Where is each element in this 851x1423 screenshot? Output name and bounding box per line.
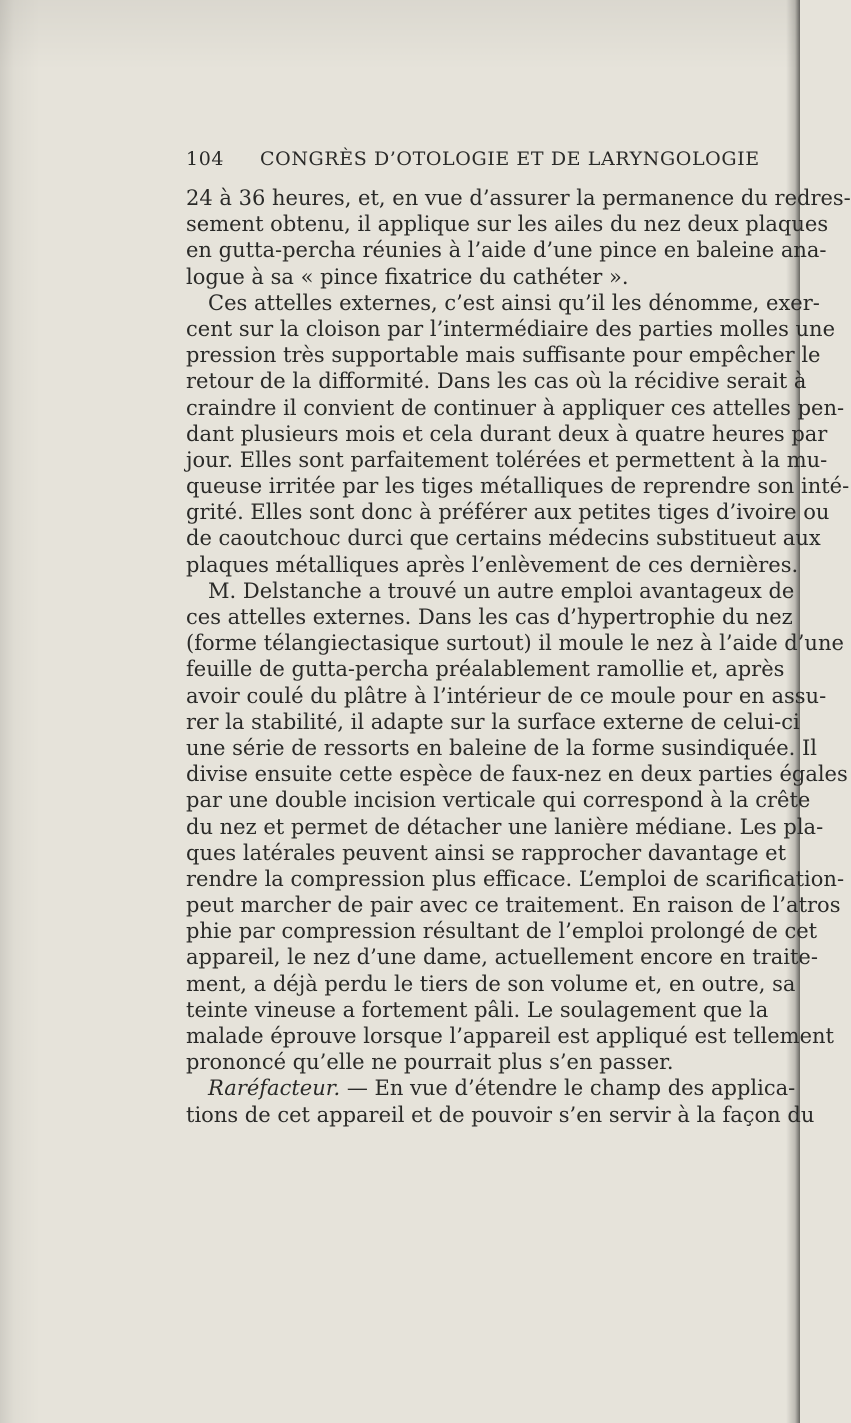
text-line: peut marcher de pair avec ce traitement. En raison de l’atros	[186, 893, 841, 918]
text-line: feuille de gutta-percha préalablement ramollie et, après	[186, 657, 785, 682]
text-line: teinte vineuse a fortement pâli. Le soulagement que la	[186, 997, 769, 1022]
run-in-heading: Raréfacteur.	[208, 1076, 341, 1101]
text-line: par une double incision verticale qui correspond à la crête	[186, 788, 811, 813]
text-line: sement obtenu, il applique sur les ailes du nez deux plaques	[186, 212, 829, 237]
running-head	[186, 148, 764, 176]
text-line: craindre il convient de continuer à appliquer ces attelles pen-	[186, 395, 845, 420]
text-line: 24 à 36 heures, et, en vue d’assurer la permanence du redres-	[186, 186, 851, 210]
text-line: phie par compression résultant de l’emploi prolongé de cet	[186, 919, 818, 944]
section-run-in-line	[186, 1075, 796, 1101]
text-line: logue à sa « pince fixatrice du cathéter ».	[186, 264, 629, 289]
text-line: queuse irritée par les tiges métalliques de reprendre son inté-	[186, 474, 850, 499]
body-text	[186, 185, 851, 1128]
text-line: du nez et permet de détacher une lanière médiane. Les pla-	[186, 814, 824, 839]
text-line: cent sur la cloison par l’intermédiaire des parties molles une	[186, 316, 836, 341]
text-line: malade éprouve lorsque l’appareil est appliqué est tellement	[186, 1024, 834, 1048]
text-line: ques latérales peuvent ainsi se rapprocher davantage et	[186, 840, 787, 865]
paragraph-first-line: M. Delstanche a trouvé un autre emploi avantageux de	[208, 578, 795, 603]
paragraph-first-line: Ces attelles externes, c’est ainsi qu’il les dénomme, exer-	[208, 290, 820, 315]
book-page	[186, 148, 851, 1128]
text-line: divise ensuite cette espèce de faux-nez en deux parties égales	[186, 762, 848, 787]
text-line: rer la stabilité, il adapte sur la surface externe de celui-ci	[186, 709, 800, 734]
text-line: grité. Elles sont donc à préférer aux petites tiges d’ivoire ou	[186, 500, 830, 525]
text-line: ment, a déjà perdu le tiers de son volume et, en outre, sa	[186, 971, 796, 996]
text-line: dant plusieurs mois et cela durant deux à quatre heures par	[186, 421, 828, 446]
text-line: ces attelles externes. Dans les cas d’hypertrophie du nez	[186, 605, 793, 629]
text-line: avoir coulé du plâtre à l’intérieur de ce moule pour en assu-	[186, 683, 827, 708]
text-line: de caoutchouc durci que certains médecins substitueut aux	[186, 526, 821, 551]
text-line: rendre la compression plus efficace. L’emploi de scarification-	[186, 866, 845, 891]
text-line: une série de ressorts en baleine de la forme susindiquée. Il	[186, 735, 818, 760]
text-line: prononcé qu’elle ne pourrait plus s’en passer.	[186, 1050, 674, 1075]
text-line: retour de la difformité. Dans les cas où la récidive serait à	[186, 369, 807, 394]
text-line: pression très supportable mais suffisante pour empêcher le	[186, 343, 821, 368]
run-in-text: — En vue d’étendre le champ des applica-	[340, 1076, 796, 1101]
text-line: tions de cet appareil et de pouvoir s’en servir à la façon du	[186, 1102, 815, 1127]
text-line: en gutta-percha réunies à l’aide d’une pince en baleine ana-	[186, 238, 827, 263]
page-number: 104	[186, 148, 225, 170]
text-line: plaques métalliques après l’enlèvement de ces dernières.	[186, 552, 799, 577]
text-line: (forme télangiectasique surtout) il moule le nez à l’aide d’une	[186, 631, 844, 656]
running-title: CONGRÈS D’OTOLOGIE ET DE LARYNGOLOGIE	[260, 148, 760, 170]
text-line: appareil, le nez d’une dame, actuellement encore en traite-	[186, 945, 818, 970]
text-line: jour. Elles sont parfaitement tolérées et permettent à la mu-	[186, 447, 828, 472]
